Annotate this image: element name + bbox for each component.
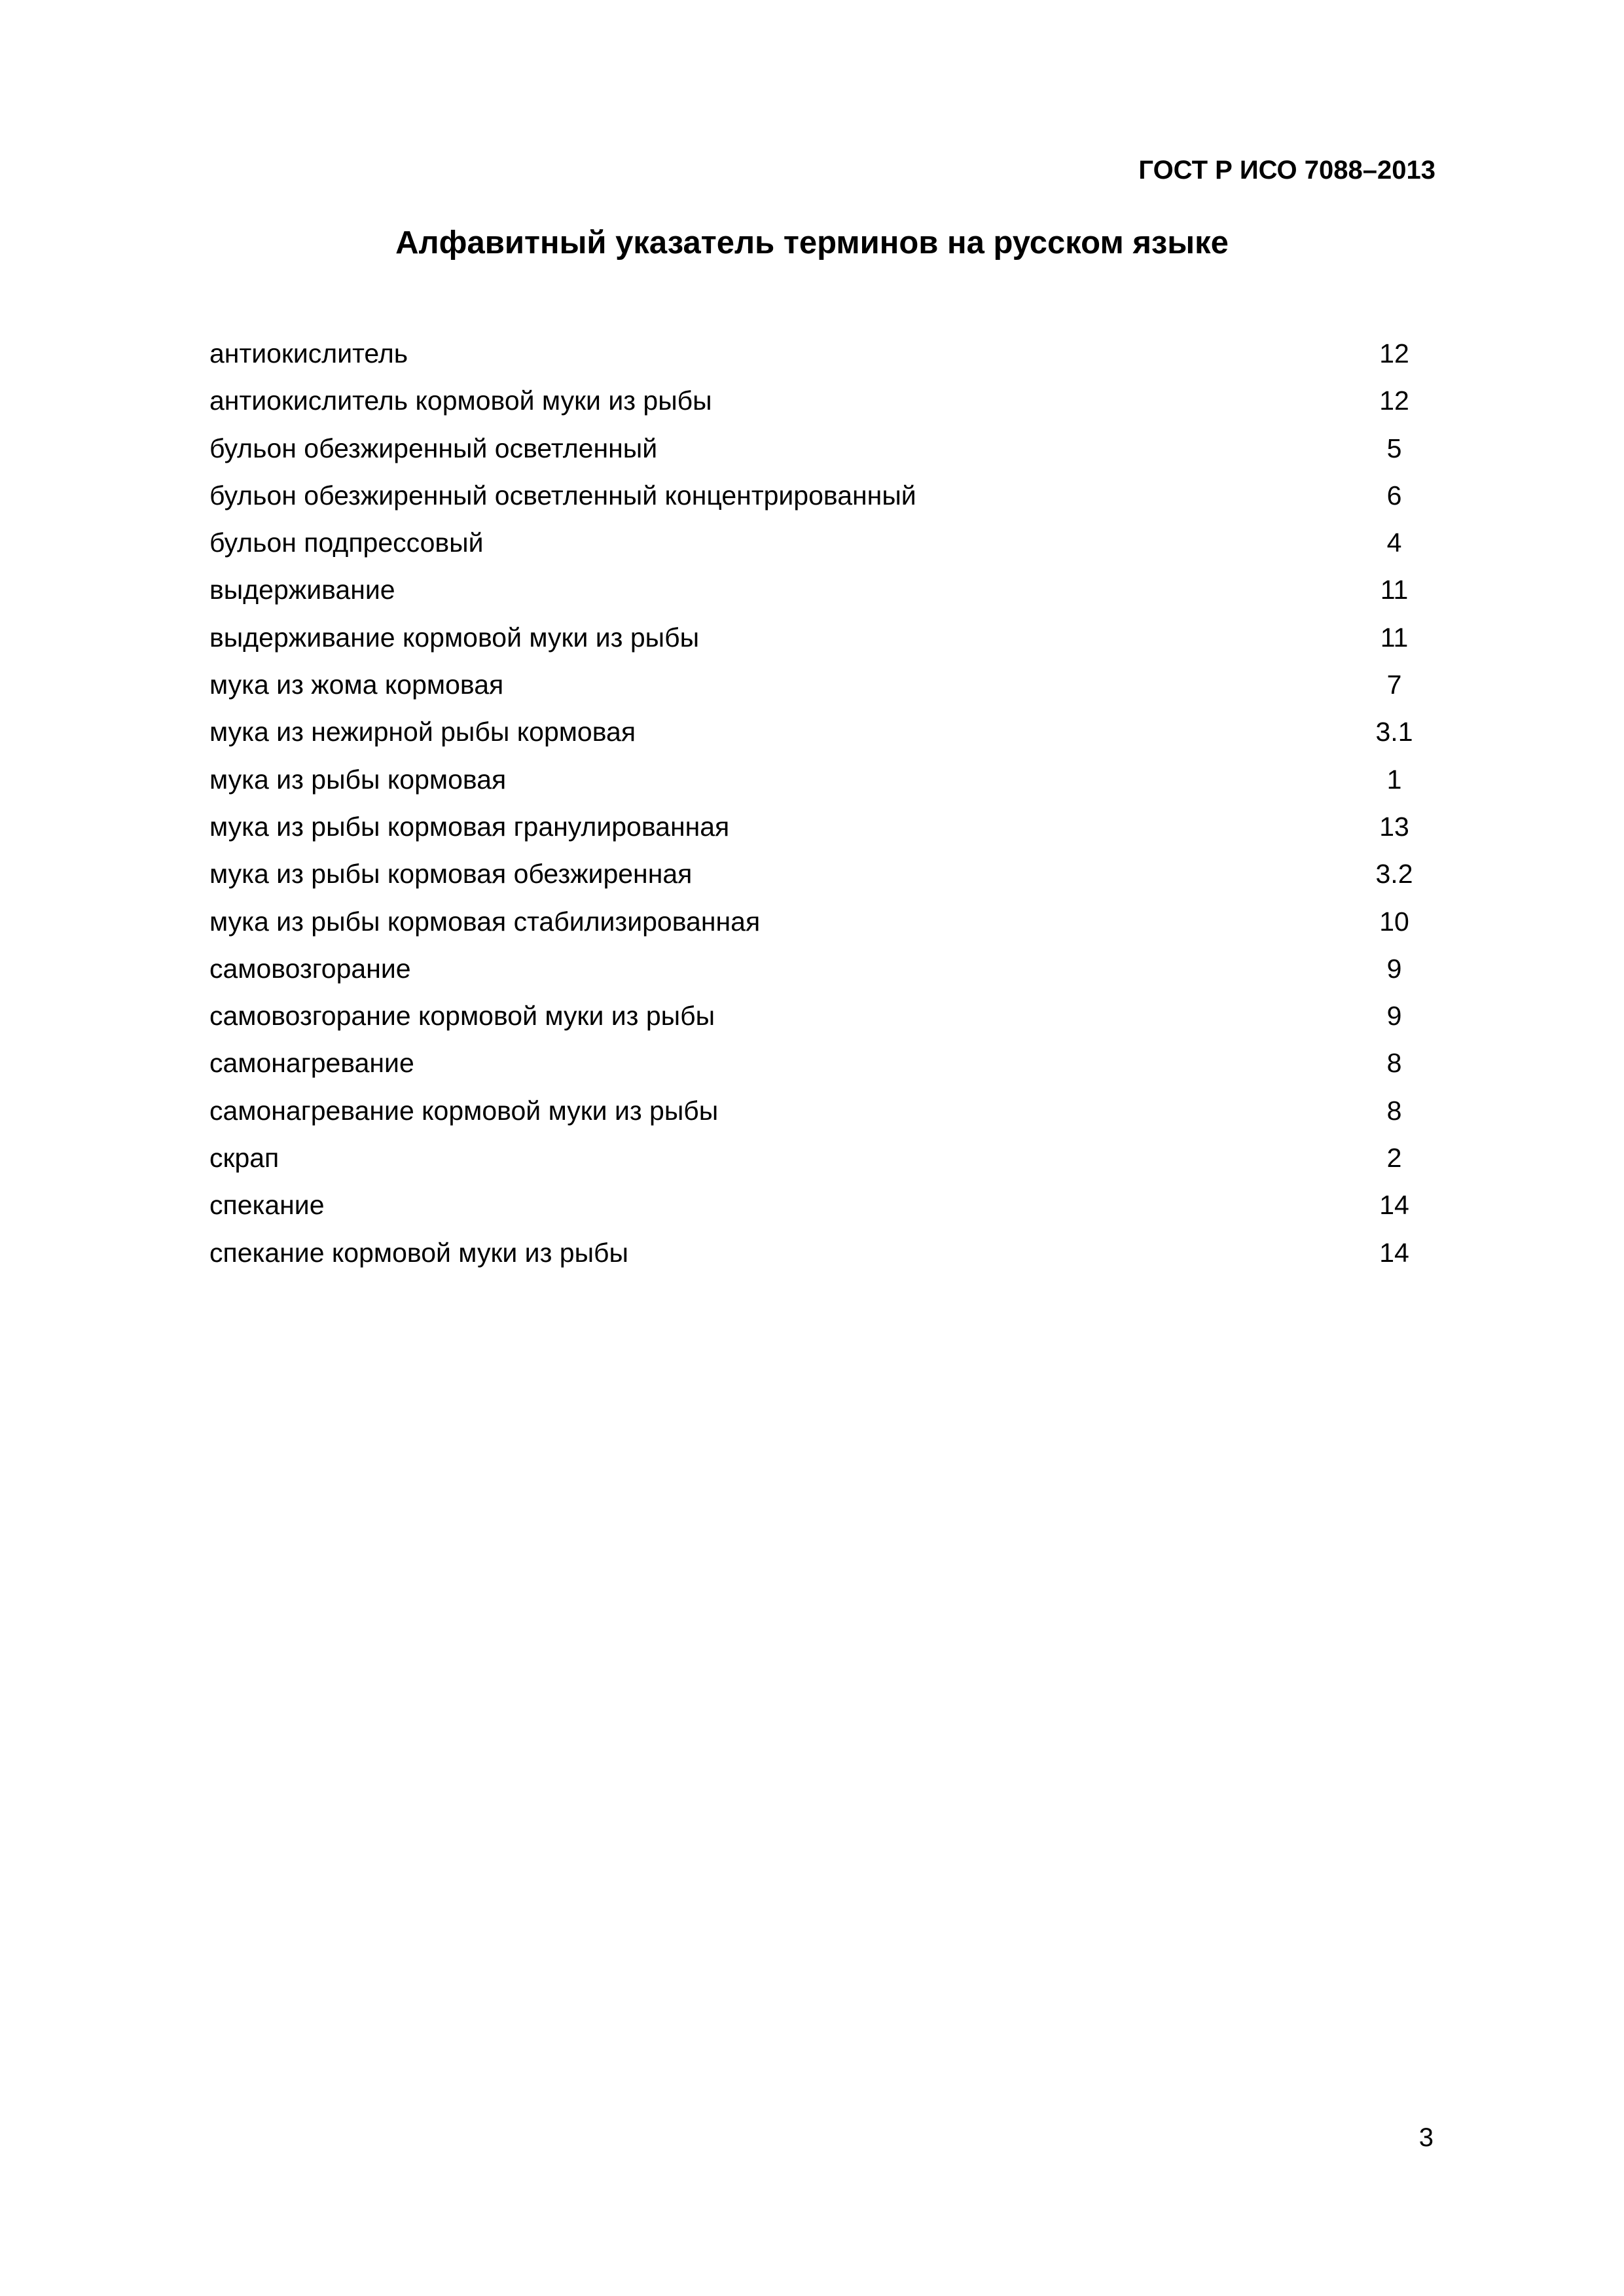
- index-reference: 9: [1386, 953, 1402, 984]
- index-entry: [209, 570, 1420, 617]
- index-reference: 9: [1386, 1001, 1402, 1031]
- index-entry: [209, 618, 1420, 665]
- index-reference: 8: [1386, 1095, 1402, 1126]
- index-term: мука из нежирной рыбы кормовая: [209, 717, 636, 747]
- index-term: скрап: [209, 1143, 280, 1174]
- index-term: бульон обезжиренный осветленный концентрированный: [209, 480, 916, 511]
- index-reference: 11: [1380, 575, 1409, 605]
- index-term: бульон обезжиренный осветленный: [209, 433, 658, 463]
- index-reference: 3.2: [1375, 859, 1413, 889]
- index-reference: 2: [1386, 1143, 1402, 1174]
- index-term: бульон подпрессовый: [209, 528, 484, 558]
- index-entry: [209, 807, 1420, 854]
- index-reference: 4: [1386, 528, 1402, 558]
- index-term: выдерживание кормовой муки из рыбы: [209, 622, 700, 653]
- index-entry: [209, 665, 1420, 712]
- index-term: мука из жома кормовая: [209, 670, 504, 700]
- index-entry: [209, 854, 1420, 901]
- index-term: мука из рыбы кормовая гранулированная: [209, 811, 730, 842]
- index-term: спекание: [209, 1190, 325, 1221]
- page-title: Алфавитный указатель терминов на русском языке: [395, 225, 1229, 260]
- index-reference: 14: [1379, 1190, 1409, 1221]
- index-entry: [209, 429, 1420, 476]
- index-term: антиокислитель: [209, 338, 408, 368]
- index-reference: 12: [1379, 386, 1409, 416]
- index-reference: 10: [1379, 906, 1409, 937]
- index-term: антиокислитель кормовой муки из рыбы: [209, 386, 712, 416]
- index-reference: 6: [1386, 480, 1402, 511]
- index-reference: 11: [1380, 622, 1409, 653]
- index-reference: 14: [1379, 1237, 1409, 1268]
- index-entry: [209, 1043, 1420, 1090]
- index-entry: [209, 1091, 1420, 1138]
- index-entry: [209, 334, 1420, 381]
- term-index-list: [209, 334, 1420, 1280]
- index-entry: [209, 1233, 1420, 1280]
- index-reference: 5: [1386, 433, 1402, 463]
- index-term: мука из рыбы кормовая стабилизированная: [209, 906, 761, 937]
- index-term: выдерживание: [209, 575, 395, 605]
- index-reference: 12: [1379, 338, 1409, 368]
- index-entry: [209, 381, 1420, 428]
- index-reference: 8: [1386, 1048, 1402, 1079]
- index-term: спекание кормовой муки из рыбы: [209, 1237, 628, 1268]
- index-entry: [209, 902, 1420, 949]
- index-term: самовозгорание кормовой муки из рыбы: [209, 1001, 715, 1031]
- index-entry: [209, 760, 1420, 807]
- index-term: самонагревание кормовой муки из рыбы: [209, 1095, 719, 1126]
- index-entry: [209, 712, 1420, 759]
- index-reference: 7: [1386, 670, 1402, 700]
- index-term: самовозгорание: [209, 953, 411, 984]
- index-reference: 13: [1379, 811, 1409, 842]
- index-term: самонагревание: [209, 1048, 414, 1079]
- index-entry: [209, 949, 1420, 996]
- index-entry: [209, 476, 1420, 523]
- index-entry: [209, 1185, 1420, 1232]
- index-entry: [209, 996, 1420, 1043]
- page-number: 3: [1418, 2123, 1434, 2152]
- index-reference: 3.1: [1375, 717, 1413, 747]
- index-reference: 1: [1386, 764, 1402, 795]
- index-term: мука из рыбы кормовая обезжиренная: [209, 859, 693, 889]
- index-entry: [209, 1138, 1420, 1185]
- index-entry: [209, 523, 1420, 570]
- document-code: ГОСТ Р ИСО 7088–2013: [1138, 156, 1435, 185]
- index-term: мука из рыбы кормовая: [209, 764, 507, 795]
